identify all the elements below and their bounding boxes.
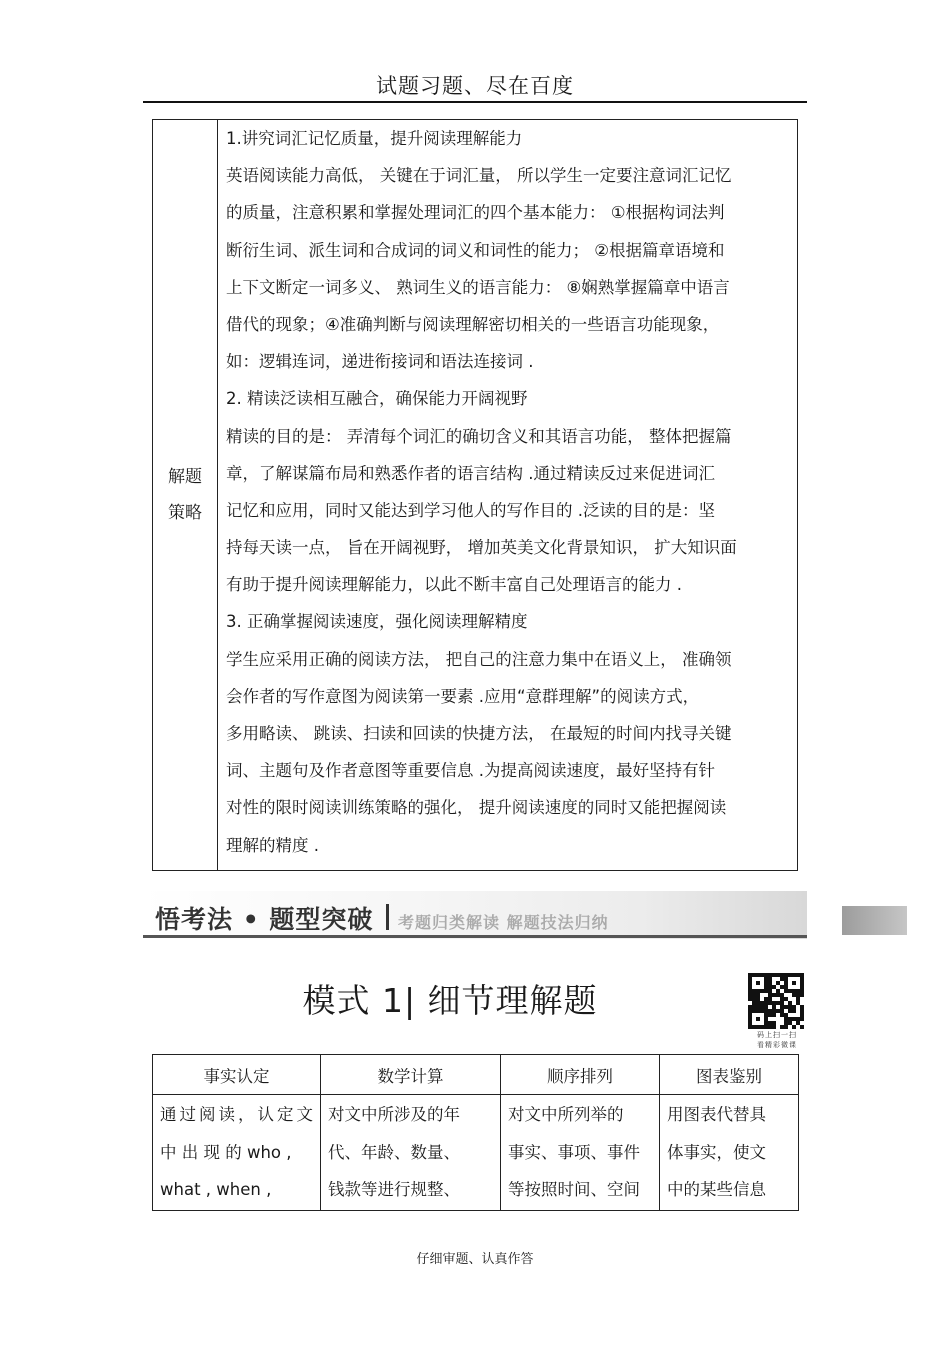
strategy-text-line: 如：逻辑连词，递进衔接词和语法连接词 . bbox=[226, 352, 534, 372]
question-types-table bbox=[152, 1054, 799, 1211]
strategy-text-line: 章，了解谋篇布局和熟悉作者的语言结构 .通过精读反过来促进词汇 bbox=[226, 463, 715, 483]
header-cell-math: 数学计算 bbox=[321, 1055, 501, 1095]
page-header-title: 试题习题、尽在百度 bbox=[376, 74, 574, 98]
qr-module bbox=[800, 1025, 804, 1029]
strategy-text-line: 对性的限时阅读训练策略的强化， 提升阅读速度的同时又能把握阅读 bbox=[226, 798, 727, 818]
strategy-text-line: 上下文断定一词多义、 熟词生义的语言能力： ⑧娴熟掌握篇章中语言 bbox=[226, 277, 730, 297]
cell-line: 中的某些信息 bbox=[667, 1180, 766, 1199]
cell-line: 通过阅读，认定文 bbox=[160, 1105, 313, 1124]
cell-line: 事实、事项、事件 bbox=[508, 1142, 640, 1162]
strategy-text-line: 会作者的写作意图为阅读第一要素 .应用“意群理解”的阅读方式， bbox=[226, 686, 700, 706]
strategy-label-cell bbox=[153, 120, 218, 871]
page-footer: 仔细审题、认真作答 bbox=[416, 1252, 534, 1267]
strategy-text-line: 多用略读、 跳读、扫读和回读的快捷方法， 在最短的时间内找寻关键 bbox=[226, 724, 732, 743]
strategy-label-line: 策略 bbox=[168, 502, 202, 523]
strategy-text-line: 学生应采用正确的阅读方法， 把自己的注意力集中在语义上， 准确领 bbox=[226, 649, 732, 669]
math-cell bbox=[321, 1095, 501, 1211]
strategy-text-line: 记忆和应用，同时又能达到学习他人的写作目的 .泛读的目的是：坚 bbox=[226, 500, 715, 520]
strategy-content-cell bbox=[218, 120, 798, 871]
chart-cell bbox=[660, 1095, 799, 1211]
strategy-text-line: 有助于提升阅读理解能力，以此不断丰富自己处理语言的能力 . bbox=[226, 575, 682, 595]
cell-line: what , when , bbox=[160, 1180, 272, 1199]
cell-line: 对文中所列举的 bbox=[508, 1105, 624, 1124]
strategy-heading-1: 1.讲究词汇记忆质量，提升阅读理解能力 bbox=[226, 129, 523, 148]
cell-line: 体事实，使文 bbox=[667, 1142, 766, 1162]
banner-subtitle: 考题归类解读 解题技法归纳 bbox=[398, 913, 609, 932]
strategy-label-line: 解题 bbox=[168, 466, 202, 487]
banner-separator bbox=[386, 904, 389, 930]
strategy-table bbox=[152, 119, 798, 871]
banner-title: 悟考法 • 题型突破 bbox=[155, 905, 374, 934]
header-cell-chart: 图表鉴别 bbox=[660, 1055, 799, 1095]
strategy-text-line: 精读的目的是： 弄清每个词汇的确切含义和其语言功能， 整体把握篇 bbox=[226, 426, 732, 446]
cell-line: 钱款等进行规整、 bbox=[328, 1180, 460, 1199]
qr-caption bbox=[744, 1030, 810, 1050]
cell-line: 用图表代替具 bbox=[667, 1105, 766, 1124]
strategy-text-line: 词、主题句及作者意图等重要信息 .为提高阅读速度，最好坚持有针 bbox=[226, 761, 715, 781]
header-cell-fact: 事实认定 bbox=[153, 1055, 321, 1095]
strategy-heading-3: 3. 正确掌握阅读速度，强化阅读理解精度 bbox=[226, 612, 528, 632]
strategy-text-line: 理解的精度 . bbox=[226, 835, 319, 855]
strategy-text-line: 借代的现象；④准确判断与阅读理解密切相关的一些语言功能现象， bbox=[226, 314, 720, 334]
strategy-heading-2: 2. 精读泛读相互融合，确保能力开阔视野 bbox=[226, 389, 528, 409]
mode-title: 模式 1| 细节理解题 bbox=[302, 981, 598, 1020]
cell-line: 代、年龄、数量、 bbox=[328, 1142, 460, 1162]
strategy-text-line: 断衍生词、派生词和合成词的词义和词性的能力； ②根据篇章语境和 bbox=[226, 240, 725, 260]
qr-caption-line: 看精彩微课 bbox=[757, 1041, 797, 1049]
header-divider bbox=[143, 101, 807, 103]
banner-accent-block bbox=[842, 906, 907, 935]
cell-line: 对文中所涉及的年 bbox=[328, 1105, 460, 1124]
qr-caption-line: 码上扫一扫 bbox=[757, 1031, 797, 1039]
strategy-text-line: 英语阅读能力高低， 关键在于词汇量， 所以学生一定要注意词汇记忆 bbox=[226, 166, 732, 186]
qr-code-icon bbox=[748, 973, 804, 1029]
header-cell-order: 顺序排列 bbox=[501, 1055, 660, 1095]
strategy-text-line: 的质量，注意积累和掌握处理词汇的四个基本能力： ①根据构词法判 bbox=[226, 203, 725, 223]
fact-cell bbox=[153, 1095, 321, 1211]
cell-line: 等按照时间、空间 bbox=[508, 1180, 640, 1199]
cell-line: 中 出 现 的 who , bbox=[160, 1142, 292, 1162]
strategy-text-line: 持每天读一点， 旨在开阔视野， 增加英美文化背景知识， 扩大知识面 bbox=[226, 538, 737, 558]
order-cell bbox=[501, 1095, 660, 1211]
